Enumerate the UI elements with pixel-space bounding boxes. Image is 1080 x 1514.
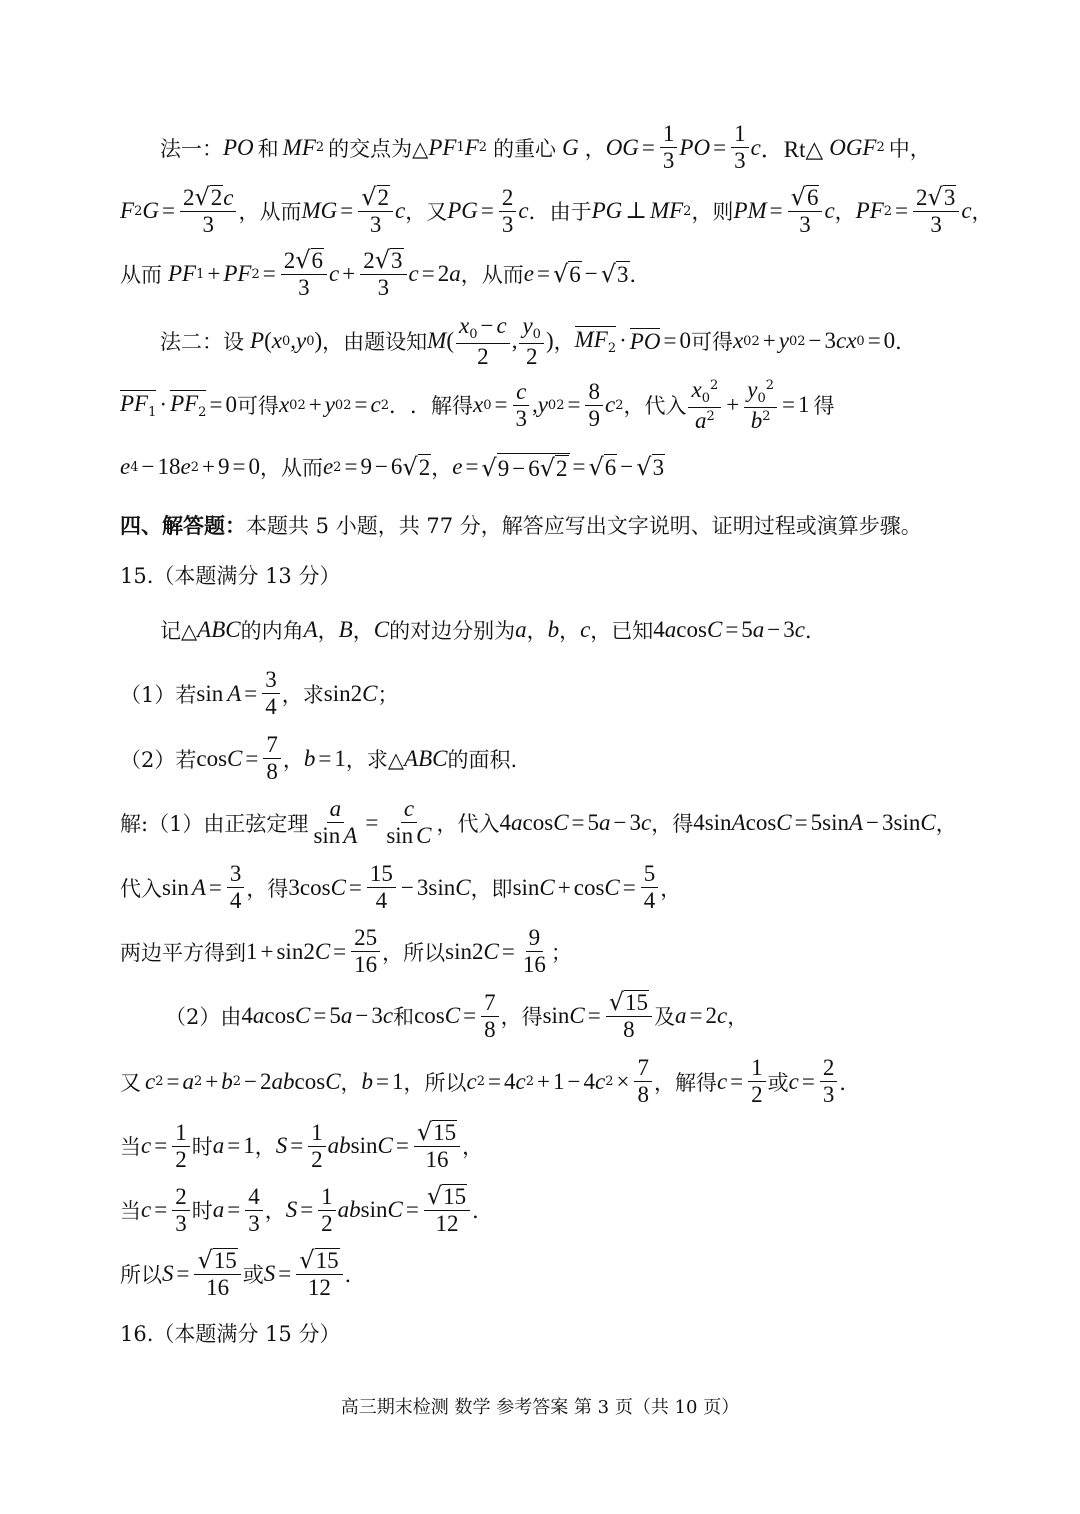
sol2-line1: （2）由 4 a cos C = 5 a − 3 c 和 cos C = $\frac{7}{8}$ ，得 sin C = √ 15 8 及 a = 2 c ， <box>165 988 749 1043</box>
line-method1-c: 从而 PF 1 + PF 2 = 2 √ 6 3 c + 2 √ 3 3 c = 2 a ，从而 e = √ 6 − √ 3 ． <box>120 246 651 301</box>
sol2-case2: 当 c = $\frac{2}{3}$ 时 a = $\frac{4}{3}$ ， S = $\frac{1}{2}$ ab sin C = √ 15 12 ． <box>120 1182 494 1237</box>
line-method2-c: e 4 − 18 e 2 + 9 = 0 ，从而 e 2 = 9 − 6 √ 2 ， e = √ 9 − 6 √ 2 = √ 6 − √ 3 <box>120 453 665 482</box>
sol1-line2: 代入 sin A = $\frac{3}{4}$ ，得 3cos C = $\frac{15}{4}$ − 3sin C ，即 sin C + cos C = $\frac{5}{4}$ ， <box>120 861 682 914</box>
q15-header: 15.（本题满分 13 分） <box>120 564 341 588</box>
sol2-line2: 又 c 2 = a 2 + b 2 − 2 ab cos C ， b = 1 ， 所以 c 2 = 4 c 2 + 1 − 4 c 2 × $\frac{7}{8}$ ，解得 c = $\frac{1}{2}$ 或 c = $\frac{2}{3}$ ． <box>120 1055 861 1108</box>
page-footer: 高三期末检测 数学 参考答案 第 3 页（共 10 页） <box>340 1397 740 1418</box>
sol2-case1: 当 c = $\frac{1}{2}$ 时 a = 1 ， S = $\frac{1}{2}$ ab sin C = √ 15 16 ， <box>120 1118 484 1173</box>
sol1-line3: 两边平方得到 1 + sin2 C = $\frac{25}{16}$ ，所以 sin2 C = $\frac{9}{16}$ ； <box>120 925 572 978</box>
line-method2-b: $PF_1$ · $PF_2$ = 0 可得 x 0 2 + y 0 2 = c 2 ． ．解得 x 0 = $\frac{c}{3}$ , y 0 2 = $\frac{8}{9}$ c 2 ，代入 $\frac{x_0^2}{a^2}$ + $\frac{y_0^2}{b^2}$ = 1 得 <box>120 377 835 433</box>
section-4-heading: 四、解答题： 本题共 5 小题，共 77 分，解答应写出文字说明、证明过程或演算步骤。 <box>120 513 922 538</box>
q15-part2: （2）若 cos C = $\frac{7}{8}$ ， b = 1 ，求△ ABC 的面积. <box>120 732 518 785</box>
q16-header: 16.（本题满分 15 分） <box>120 1322 341 1346</box>
line-method2-a: 法二：设 P ( x 0 , y 0 ) ，由题设知 M ( $\frac{x_0 - c}{2}$ , $\frac{y_0}{2}$ ) ， $MF_2$ · PO = 0 可得 x 0 2 + y 0 2 − 3 cx 0 = 0 ． <box>160 313 917 369</box>
sol2-conclusion: 所以 S = √ 15 16 或 S = √ 15 12 ． <box>120 1246 366 1301</box>
q15-part1: （1）若 sin A = $\frac{3}{4}$ ，求 sin2 C ； <box>120 667 399 720</box>
line-method1-b: F 2 G = 2 √ 2 c 3 ，从而 MG = √ 2 3 c ，又 PG = $\frac{2}{3}$ c ．由于 PG ⊥ MF 2 ，则 PM = √ 6 3 c ， PF 2 = 2 √ 3 3 c ， <box>120 183 993 238</box>
line-method1-a: 法一： PO 和 MF 2 的交点为△ PF 1 F 2 的重心 G ， OG = $\frac{1}{3}$ PO = $\frac{1}{3}$ c ．Rt△ OGF 2 中， <box>160 121 931 174</box>
sol1-line1: 解:（1）由正弦定理 $\frac{a}{\text{sin A}}$ = $\frac{c}{\text{sin C}}$ ，代入 4 a cos C = 5 a − 3 c ，得 4sin A cos C = 5sin A − 3sin C ， <box>120 796 957 849</box>
text: 法一： <box>160 136 223 161</box>
q15-stem: 记△ ABC 的内角 A ， B ， C 的对边分别为 a ， b ， c ，已知 4 a cos C = 5 a − 3 c ． <box>160 617 826 643</box>
